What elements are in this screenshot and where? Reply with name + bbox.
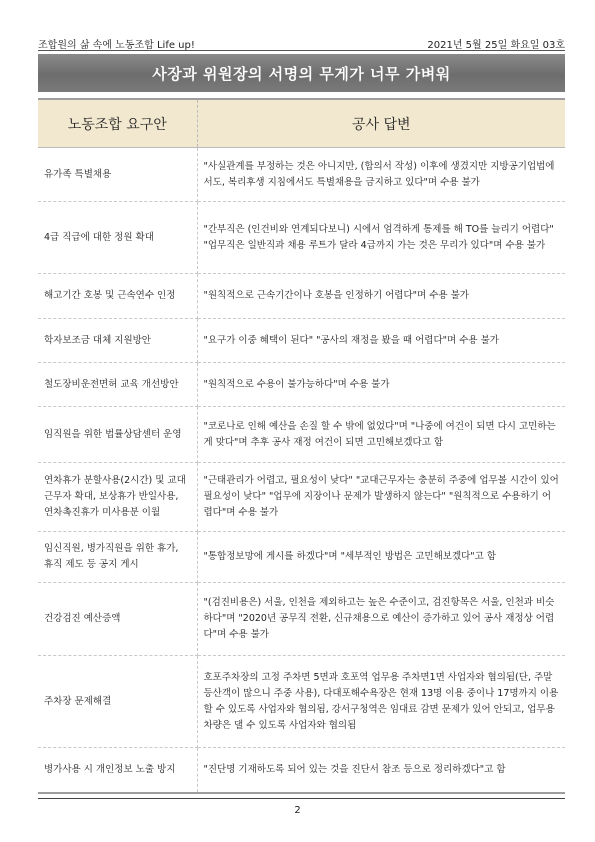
demand-cell: 유가족 특별채용 <box>38 148 197 202</box>
demand-cell: 철도장비운전면허 교육 개선방안 <box>38 363 197 407</box>
answer-cell: "(검진비용은) 서울, 인천을 제외하고는 높은 수준이고, 검진항목은 서울, 인천과 비슷하다"며 "2020년 공무직 전환, 신규채용으로 예산이 증가하고 있어 공사 재정상 어렵다"며 수용 불가 <box>197 583 565 656</box>
answer-cell: "진단명 기재하도록 되어 있는 것을 진단서 참조 등으로 정리하겠다"고 함 <box>197 748 565 793</box>
demand-cell: 임신직원, 병가직원을 위한 휴가, 휴직 제도 등 공지 게시 <box>38 532 197 583</box>
demand-cell: 해고기간 호봉 및 근속연수 인정 <box>38 274 197 319</box>
table-header-row <box>38 99 565 148</box>
column-header-answer: 공사 답변 <box>197 99 565 148</box>
table-row <box>38 656 565 748</box>
answer-cell: "요구가 이중 혜택이 된다" "공사의 재정을 봤을 때 어렵다"며 수용 불가 <box>197 319 565 363</box>
table-row <box>38 583 565 656</box>
table-row <box>38 363 565 407</box>
table-row <box>38 202 565 274</box>
demand-cell: 병가사용 시 개인정보 노출 방지 <box>38 748 197 793</box>
demand-cell: 연차휴가 분할사용(2시간) 및 교대근무자 확대, 보상휴가 반일사용, 연차촉진휴가 미사용분 이월 <box>38 463 197 532</box>
footer-divider <box>38 798 565 799</box>
demand-cell: 4급 직급에 대한 정원 확대 <box>38 202 197 274</box>
table-row <box>38 274 565 319</box>
newsletter-slogan: 조합원의 삶 속에 노동조합 Life up! <box>38 40 195 51</box>
page-number: 2 <box>294 805 301 816</box>
answer-cell: "원칙적으로 근속기간이나 호봉을 인정하기 어렵다"며 수용 불가 <box>197 274 565 319</box>
table-row <box>38 748 565 793</box>
answer-cell: 호포주차장의 고정 주차면 5면과 호포역 업무용 주차면1면 사업자와 협의됨(단, 주말 등산객이 많으니 주중 사용), 다대포해수욕장은 현재 13명 이용 중이나 17명까지 이용할 수 있도록 사업자와 협의됨, 강서구청역은 임대료 감면 문제가 있어 안되고, 업무용 차량은 댈 수 있도록 사업자와 협의됨 <box>197 656 565 748</box>
table-row <box>38 148 565 202</box>
answer-cell: "사실관계를 부정하는 것은 아니지만, (합의서 작성) 이후에 생겼지만 지방공기업법에서도, 복리후생 지침에서도 특별채용을 금지하고 있다"며 수용 불가 <box>197 148 565 202</box>
demand-cell: 주차장 문제해결 <box>38 656 197 748</box>
demand-cell: 임직원을 위한 법률상담센터 운영 <box>38 407 197 463</box>
answer-cell: "코로나로 인해 예산을 손질 할 수 밖에 없었다"며 "나중에 여건이 되면 다시 고민하는 게 맞다"며 추후 공사 재정 여건이 되면 고민해보겠다고 함 <box>197 407 565 463</box>
answer-cell: "간부직은 (인건비와 연계되다보니) 시에서 엄격하게 통제를 해 TO를 늘리기 어렵다" "업무직은 일반직과 채용 루트가 달라 4급까지 가는 것은 무리가 있다"며 수용 불가 <box>197 202 565 274</box>
table-row <box>38 319 565 363</box>
issue-date: 2021년 5월 25일 화요일 03호 <box>427 40 565 51</box>
header-divider <box>38 50 565 51</box>
demand-answer-table <box>38 98 565 794</box>
column-header-demand: 노동조합 요구안 <box>38 99 197 148</box>
answer-cell: "통합정보망에 게시를 하겠다"며 "세부적인 방법은 고민해보겠다"고 함 <box>197 532 565 583</box>
answer-cell: "원칙적으로 수용이 불가능하다"며 수용 불가 <box>197 363 565 407</box>
table-row <box>38 532 565 583</box>
demand-cell: 건강검진 예산증액 <box>38 583 197 656</box>
page-header <box>38 36 565 51</box>
answer-cell: "근태관리가 어렵고, 필요성이 낮다" "교대근무자는 충분히 주중에 업무볼 시간이 있어 필요성이 낮다" "업무에 지장이나 문제가 발생하지 않는다" "원칙적으로 수용하기 어렵다"며 수용 불가 <box>197 463 565 532</box>
article-title: 사장과 위원장의 서명의 무게가 너무 가벼워 <box>38 54 565 92</box>
table-row <box>38 463 565 532</box>
demand-cell: 학자보조금 대체 지원방안 <box>38 319 197 363</box>
table-row <box>38 407 565 463</box>
